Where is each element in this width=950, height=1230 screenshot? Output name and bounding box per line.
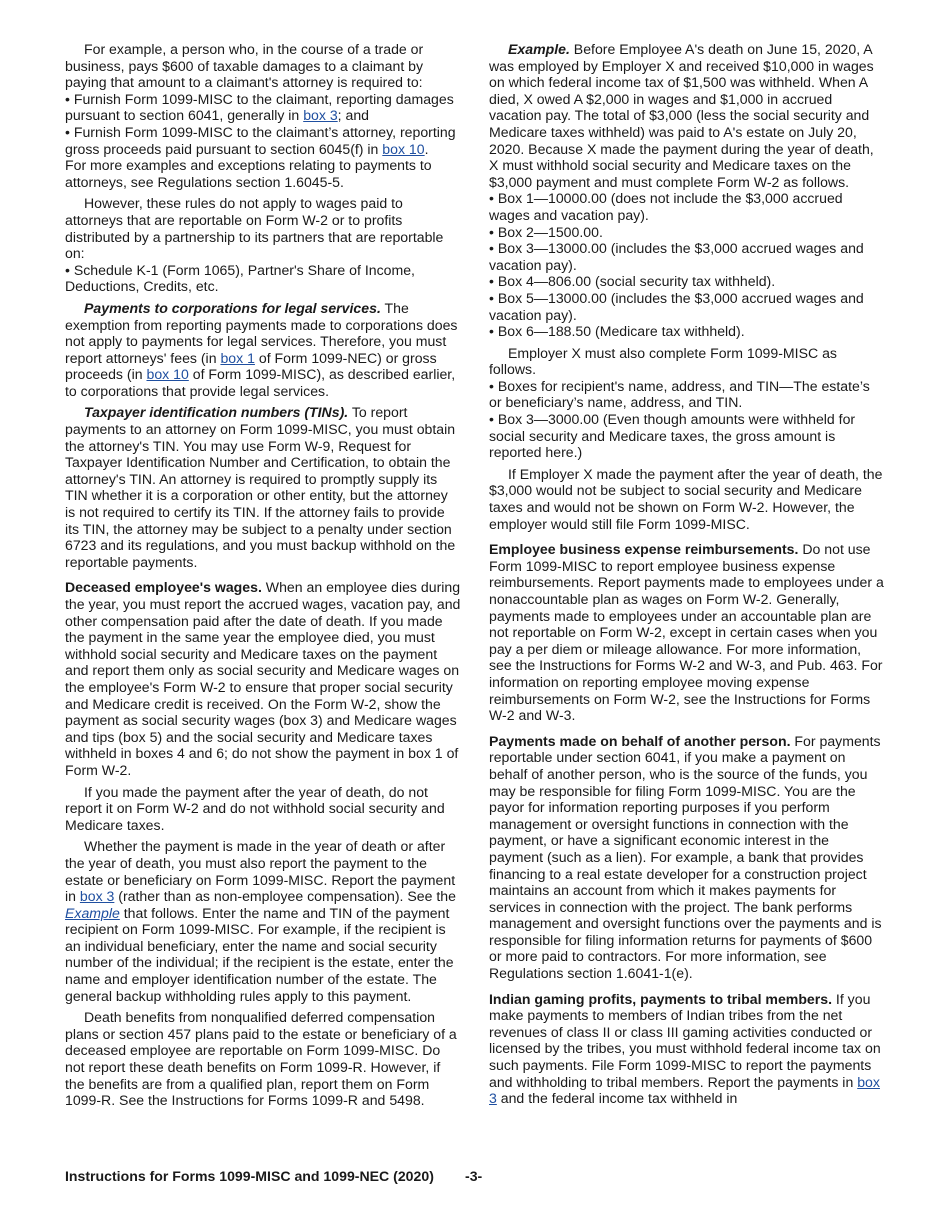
paragraph-employee-expense: Employee business expense reimbursements. Do not use Form 1099-MISC to report employee business expense reimbursements. Report payments made to employees under a nonaccountable plan as wages on Form W-2. Generally, payments made to employees under an accountable plan are not reportable on Form W-2, except in certain cases when you pay a per diem or mileage allowance. For more information, see the Instructions for Forms W-2 and W-3, and Pub. 463. For information on reporting employee moving expense reimbursements on Form W-2, see the Instructions for Forms W-2 and W-3.	[489, 541, 884, 724]
bullet-1099-recipient: • Boxes for recipient's name, address, and TIN—The estate’s or beneficiary’s name, address, and TIN.	[489, 378, 885, 411]
footer-title: Instructions for Forms 1099-MISC and 1099-NEC (2020)	[65, 1168, 434, 1184]
paragraph-employer-1099: Employer X must also complete Form 1099-MISC as follows.	[489, 344, 837, 378]
box-3-link[interactable]: box 3	[303, 107, 338, 124]
paragraph-example-attorney: For example, a person who, in the course of a trade or business, pays $600 of taxable damages to a claimant by paying that amount to a claimant's attorney is required to:	[65, 41, 424, 91]
bullet-furnish-attorney: • Furnish Form 1099-MISC to the claimant’s attorney, reporting gross proceeds paid pursuant to section 6045(f) in box 10.	[65, 124, 461, 157]
paragraph-report-estate: Whether the payment is made in the year of death or after the year of death, you must also report the payment to the estate or beneficiary on Form 1099-MISC. Report the payment in box 3 (rather than as non-employee compensation). See the Example that follows. Enter the name and TIN of the payment recipient on Form 1099-MISC. For example, if the recipient is an individual beneficiary, enter the name and social security number of the individual; if the recipient is the estate, enter the name and employer identification number of the estate. The general backup withholding rules apply to this payment.	[65, 838, 456, 1004]
bullet-w2-box1: • Box 1—10000.00 (does not include the $3,000 accrued wages and vacation pay).	[489, 190, 885, 223]
page-footer	[65, 1168, 885, 1184]
paragraph-corporations-legal: Payments to corporations for legal services. The exemption from reporting payments made to corporations does not apply to payments for legal services. Therefore, you must report attorneys' fees (in box 1 of Form 1099-NEC) or gross proceeds (in box 10 of Form 1099-MISC), as described earlier, to corporations that provide legal services.	[65, 299, 458, 399]
box-1-link[interactable]: box 1	[220, 349, 255, 366]
page-number: -3-	[465, 1168, 483, 1184]
bullet-w2-box6: • Box 6—188.50 (Medicare tax withheld).	[489, 323, 885, 340]
heading-on-behalf: Payments made on behalf of another person.	[489, 732, 791, 749]
bullet-1099-box3: • Box 3—3000.00 (Even though amounts were withheld for social security and Medicare taxes, the gross amount is reported here.)	[489, 411, 885, 461]
box-10-link[interactable]: box 10	[382, 140, 425, 157]
box-3-link[interactable]: box 3	[79, 888, 115, 905]
paragraph-indian-gaming: Indian gaming profits, payments to tribal members. If you make payments to members of Indian tribes from the net revenues of class II or class III gaming activities conducted or licensed by the tribes, you must withhold federal income tax on such payments. File Form 1099-MISC to report the payments and withholding to tribal members. Report the payments in box 3 and the federal income tax withheld in	[489, 990, 881, 1107]
paragraph-deceased-wages: Deceased employee's wages. When an employee dies during the year, you must report the accrued wages, vacation pay, and other compensation paid after the date of death. If you made the payment in the same year the employee died, you must withhold social security and Medicare taxes on the payment and report them only as social security and Medicare wages on the employee's Form W-2 to ensure that proper social security and Medicare credit is received. On the Form W-2, show the payment as social security wages (box 3) and Medicare wages and tips (box 5) and the social security and Medicare taxes withheld in boxes 4 and 6; do not show the payment in box 1 of Form W-2.	[65, 579, 461, 778]
left-column	[65, 41, 461, 1109]
bullet-w2-box5: • Box 5—13000.00 (includes the $3,000 accrued wages and vacation pay).	[489, 290, 885, 323]
heading-deceased-wages: Deceased employee's wages.	[65, 579, 262, 596]
heading-indian-gaming: Indian gaming profits, payments to tribal members.	[489, 990, 833, 1007]
heading-example: Example.	[508, 41, 570, 57]
bullet-schedule-k1: • Schedule K-1 (Form 1065), Partner's Share of Income, Deductions, Credits, etc.	[65, 262, 461, 295]
bullet-furnish-claimant: • Furnish Form 1099-MISC to the claimant, reporting damages pursuant to section 6041, generally in box 3; and	[65, 91, 461, 124]
heading-corporations-legal: Payments to corporations for legal services.	[84, 299, 381, 316]
bullet-w2-box4: • Box 4—806.00 (social security tax withheld).	[489, 273, 885, 290]
bullet-w2-box3: • Box 3—13000.00 (includes the $3,000 accrued wages and vacation pay).	[489, 240, 885, 273]
bullet-w2-box2: • Box 2—1500.00.	[489, 224, 885, 241]
paragraph-death-benefits: Death benefits from nonqualified deferred compensation plans or section 457 plans paid to the estate or beneficiary of a deceased employee are reportable on Form 1099-MISC. Do not report these death benefits on Form 1099-R. However, if the benefits are from a qualified plan, report them on Form 1099-R. See the Instructions for Forms 1099-R and 5498.	[65, 1009, 457, 1109]
paragraph-more-examples: For more examples and exceptions relating to payments to attorneys, see Regulations section 1.6045-5.	[65, 157, 432, 190]
heading-tins: Taxpayer identification numbers (TINs).	[84, 404, 349, 421]
box-3-link[interactable]: box 3	[489, 1073, 880, 1107]
paragraph-rules-exception: However, these rules do not apply to wages paid to attorneys that are reportable on Form W-2 or to profits distributed by a partnership to its partners that are reportable on:	[65, 195, 444, 262]
paragraph-after-year: If Employer X made the payment after the year of death, the $3,000 would not be subject to social security and Medicare taxes and would not be shown on Form W-2. However, the employer would still file Form 1099-MISC.	[489, 465, 883, 532]
example-link[interactable]: Example	[65, 904, 120, 921]
right-column	[489, 41, 885, 1107]
heading-employee-expense: Employee business expense reimbursements.	[489, 541, 799, 558]
paragraph-after-death-year: If you made the payment after the year of death, do not report it on Form W-2 and do not withhold social security and Medicare taxes.	[65, 783, 445, 833]
paragraph-tins: Taxpayer identification numbers (TINs). To report payments to an attorney on Form 1099-MISC, you must obtain the attorney's TIN. You may use Form W-9, Request for Taxpayer Identification Number and Certification, to obtain the attorney's TIN. An attorney is required to promptly supply its TIN whether it is a corporation or other entity, but the attorney is not required to certify its TIN. If the attorney fails to provide its TIN, the attorney may be subject to a penalty under section 6723 and its regulations, and you must backup withhold on the reportable payments.	[65, 404, 456, 570]
paragraph-example-employee: Example. Before Employee A's death on June 15, 2020, A was employed by Employer X and received $10,000 in wages on which federal income tax of $1,500 was withheld. When A died, X owed A $2,000 in wages and $1,000 in accrued vacation pay. The total of $3,000 (less the social security and Medicare taxes withheld) was paid to A's estate on July 20, 2020. Because X made the payment during the year of death, X must withhold social security and Medicare taxes on the $3,000 payment and must complete Form W-2 as follows.	[489, 41, 874, 190]
paragraph-on-behalf: Payments made on behalf of another person. For payments reportable under section 6041, if you make a payment on behalf of another person, who is the source of the funds, you may be responsible for filing Form 1099-MISC. You are the payor for information reporting purposes if you perform management or oversight functions in connection with the payment, or have a significant economic interest in the payment (such as a lien). For example, a bank that provides financing to a real estate developer for a construction project maintains an account from which it makes payments for services in connection with the project. The bank performs management and oversight functions over the payments and is responsible for filing information returns for payments of $600 or more paid to contractors. For more information, see Regulations section 1.6041-1(e).	[489, 732, 882, 982]
box-10-link[interactable]: box 10	[146, 366, 189, 383]
